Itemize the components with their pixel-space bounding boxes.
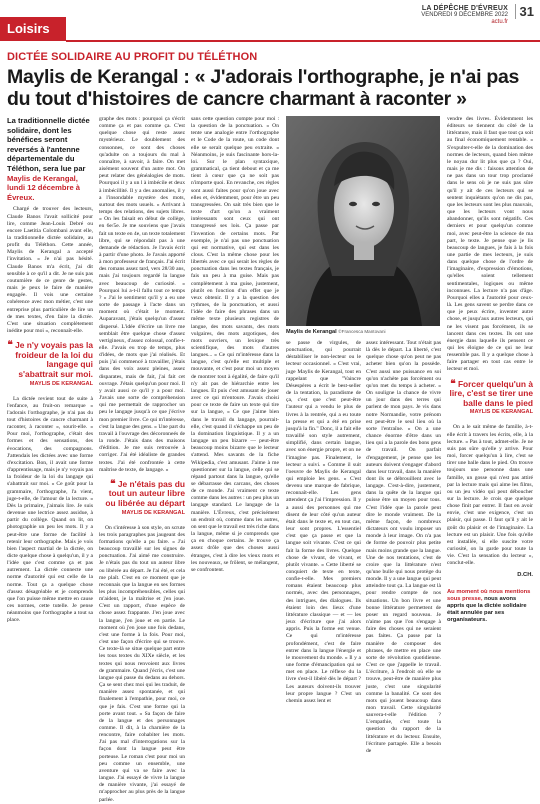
page-number: 31 xyxy=(515,4,534,19)
publication-header xyxy=(421,5,508,26)
pull-quote-text: Forcer quelqu'un à lire, c'est se tirer une balle dans le pied xyxy=(449,378,533,408)
article-lead xyxy=(7,116,93,202)
paragraph: graphe des mots : pourquoi ça s'écrit comme ça et pas comme ça. C'est quelque chose qui reste assez mystérieux. Le doublement des consonnes, ce sont des choses qu'adulte on a toujours du mal à connaître, à savoir, à faire. On met aisément souvent d'un autre mot. On peut relater des généalogies de mots. Pourquoi il y a un l à imbécile et deux à imbécillité. Il y a des anomalies, il y a l'insondable mystère des mots, surtout des mots usuels. » Arrivant à temps des relations, des sujets libres. « On les faisait en début de collège, en 6e/5e. Je me souviens que j'avais fait un texte en 4e, un texte totalement libre, qui se répondait pas à une demande de rédaction. Je l'avais écrit à partir d'une photo. Je l'avais apporté à mon professeur de français. J'ai écrit des romans assez tard, vers 28/30 ans, mais j'ai toujours regardé la langue avec beaucoup de curiosité. » Pourquoi lui a-t-il fallu tout ce temps ? « J'ai le sentiment qu'il y a eu une sorte de passage à l'acte dans un moment où c'était le moment. Auparavant, j'étais quelqu'un d'assez dispersé. L'idée d'écrire un livre me semblait être quelque chose d'assez vertigineux, d'assez colossal, confie-t-elle. J'avais eu trop de temps, plus d'idées, de mots que j'ai réalisés. Et puis j'ai commencé à travailler, j'étais dans des voix assez pleines, assez disparates, mais de fait, j'ai fait cet ouvrage. J'étais quelqu'un pour moi. Il y avait aussi ce qu'il y a pour moi. J'avais une sorte de compréhension qui me permettait de rapprocher un peu le langage jusqu'à ce que j'écrive mon premier livre. Ce qui m'intéresse, c'est la langue des gens. » Une part du travail à l'ouvrage des décoronneés de la ronde. J'étais dans des maisons d'édition. Je me suis retrouvée à corriger. J'ai été idéaliste de grandes textes. J'ai été confrontée à cette maîtrise de texte, de langage. » xyxy=(99,116,185,473)
paragraph: se passe de virgules, de ponctuation, qui pourrait déstabiliser le non-lecteur ou le lecteur occasionnel. « C'est vrai, juge Maylis de Kerangal, tout en rappelant que "Vaincre Désespères a écrit le best-seller de la tentation, la paradisme de ça, c'est que c'est peut-être l'auteur qui a vendu le plus de livres à la rentrée, qui a eu toute la presse et qui a été en prise jusqu'à la fin." Donc, il a fait elle travaillé son style autrement, simplifié, dans certain langue, avec son énergie propre, et on ne l'imagine pas. Finalement, le lecteur a suivi. » Comme il suit l'oeuvre de Maylis de Kerangal qui emploie les gens. « C'est devenu une marque de fabrique, reconnaît-elle. Les gens attendent ça j'ai l'impression. Il y a aussi des personnes qui me disent de leur côté qu'un auteur était dans le texte et, en tout cas, leur sont propres. L'essentiel c'est que ça passe et que la langue soit vivante. C'est ce qui fait la forme des livres. Quelque chose de vivant, de vivant, et plutôt vivante. « Cette liberté se conquiert de texte en texte, confie-t-elle. Mes premiers romans étaient beaucoup plus normés, avec des personnages, des intrigues, des dialogues. Ils étaient loin des lieux d'une littérature classique — et — les jeux d'écriture que j'ai alors appris. Puis la forme est venue. Ce qui m'intéresse profondément, c'est de faire entrer dans la langue l'énergie et le mouvement du monde. » Il y a une forme d'émancipation qui se met en place. Le réflexe du la livre s'est-il libéré dès le départ ? Les auteurs doivent-ils trouver leur propre langue ? C'est un chemin assez lent et xyxy=(286,340,361,704)
quote-mark-icon: ❝ xyxy=(450,378,456,390)
author-signature: D.CH. xyxy=(517,571,533,578)
footnote xyxy=(447,589,533,624)
pull-quote xyxy=(447,380,533,417)
portrait-image xyxy=(286,116,440,326)
publication-date: VENDREDI 9 DÉCEMBRE 2022 xyxy=(421,12,508,18)
lead-highlight: Maylis de Kerangal, lundi 12 décembre à Évreux. xyxy=(7,173,81,202)
lead-text: La traditionnelle dictée solidaire, dont les bénéfices seront reversés à l'antenne départementale du Téléthon, sera lue par xyxy=(7,116,90,173)
column-1 xyxy=(7,116,93,716)
section-rubric: Loisirs xyxy=(0,17,66,41)
footnote-highlight: Au moment où nous mentions sous presse, xyxy=(447,588,531,602)
paragraph: On s'intéresse à son style, on scrute les trois paragraphes pas jaugeant des formations qu'elle a pu faire. « J'ai beaucoup travaillé sur les signes de ponctuation. J'ai aimé me construire. Je n'étais pas du tout un auteur libre ou libérée au départ. Je l'ai été, et cela me plaît. C'est en ce moment que je reconnais que la langue en ses formes les plus incompréhensibles, celles qui m'aident, je la maîtrise et j'en joue. C'est un rapport, d'une espèce de chose assez frappante. J'en joue avec la langue, j'en joue et en partie. Le moment où j'en joue une fois dedans, c'est une forme à la fois. Pour moi, c'est une façon d'écrire qui se trouve. Ce texte-là se situe quelque part entre les tous textes du XIXe siècle, et les textes qui nous renvoient aux livres de grammaire. Quand j'écris, c'est une langue qui passe du dedans au dehors. Ça se sent chez moi qui les traduit, de manière assez spontanée, et qui finalement à l'empathie, pour moi, ce que je fais. C'est une forme qui la porte avant tout. » Sa façon de faire de la langue et des personnages comme. Il dit, à la charnière de la rencontre, faire cohabiter les mots. J'ai pas mal d'interrogations sur la façon dont la langue peut être porteuse. Le roman c'est pour moi un peu comme un ensemble, une aventure qui va se faire avec la langue. J'ai essayé de vivre la langue de manière vivante, j'ai essayé de m'approcher au plus près de la langue parlée. xyxy=(99,524,185,803)
column-3 xyxy=(191,116,279,716)
article-kicker: DICTÉE SOLIDAIRE AU PROFIT DU TÉLÉTHON xyxy=(7,51,258,63)
paragraph: sans cette question compte pour moi : la question de la ponctuation. » On tente une analogie entre l'orthographe et le Code de la route, un code dont elle se serait quelque peu extraite. « Néanmoins, je suis fascinante hors-la-loi. Sur le plan syntaxique, grammatical, ça tient debout et ça me tient à cœur que ça ne soit pas n'importe quoi. En revanche, ces règles sont aussi faites pour qu'on joue avec elles et, évidemment, pour être un peu transgressées. On sait très bien que le texte d'art qu'on a vraiment intéressants sont ceux qui ont transgressé ses lois. Ça passe par l'invention de certains mots. Par exemple, je n'ai pas une ponctuation qui est normative, qui est dans les clous. C'est la même chose pour les libertés avec ce qui serait les règles de ponctuation dans les textes français, je fais un peu à ma guise. Mais pas complètement à ma guise, justement, plutôt en fonction d'un effet que je veux obtenir. Il y a la question des rythmes, de la ponctuation, et aussi l'idée de faire des phrases dans un même texte plusieurs registres de langue, des mots savants, des mots vulgaires, des mots argotiques, des mots ouvriers, un lexique très scientifique, des mots d'autres langues... « Ce qui m'intéresse dans la langue, c'est qu'elle est multiple et mouvante, et c'est pour moi un moyen de montrer tout à égalité, de faire qu'il n'y ait pas de hiérarchie entre les langues. Et puis c'est amusant de jouer avec ce qui m'entoure. J'avais choisi pour ce texte de faire un texte qui tire sur la langue, « Ce que j'aime bien dans le travail du langage, pourrait-elle, c'est quand il s'échappe un peu de la domination linguistique. Il y a un langage un peu bizarre — peut-être beaucoup moins bizarre que le lecteur s'attend. Mes savants de la fiche Wikipedia, c'est amusant. J'aime à me questionner sur la langue, celle qui se répand partout dans la langue, qu'elle se débarrasse des carcans, des choses de ce monde. J'ai vraiment ce texte comme dans les autres : un peu plus un langage standard. Le langage de la manière. L'Évreux, c'est précisément un endroit où, comme dans les autres, on sent que le travail est très riche dans la langue, même si je comprends que ça en choque certains. Je trouve ça assez drôle que des choses aussi étranges, c'est à dire les vieux mots et les nouveaux, se frôlent, se mélangent, se confrontent. xyxy=(191,116,279,573)
caption-name: Maylis de Kerangal xyxy=(286,329,337,335)
paragraph: Chargé de trouver des lecteurs, Claude Banos l'avait sollicité pour lire, comme Jean-Louis Debré ou encore Laetitia Colombani avant elle, la traditionnelle dictée solidaire, au profit du Téléthon. Cette année, Maylis de Kerangal a accepté l'invitation. « Je n'ai pas hésité. Claude Banos m'a écrit, j'ai dit sensible à ce qu'il a dit. Je ne suis pas coutumière de ce genre de gestes, mais je peux le faire de manière engagée. Il vois une certaine cohérence avec mon métier, c'est une entreprise plus particulière de lire un de mes textes, d'en faire la dictée. C'est une situation complètement inédite pour moi », reconnaît-elle. xyxy=(7,206,93,334)
author-photo xyxy=(286,116,440,326)
pull-quote xyxy=(7,341,93,387)
paragraph: assez intéressant. Tout n'était pas là dès le départ. La liberté, c'est quelque chose qu'on peut ne pas acheter bien qu'on la possède. C'est aussi une puissance en soi qu'on n'achète pas forcément ou qu'on met du temps à acheter. » On souligne la chance de vivre un jour dans des terres qui parlent de mon pays. Je vis dans notre Normandie, votre prénom est peut-être le seul lieu où la sorte l'entraîne. « On a une chance énorme d'être dans un lieu qui a la parole des bons gens de travail. On parfait d'engagement, je pense que les auteurs doivent s'engager d'abord dans leur travail, dans la manière dont ils se débrouillent avec le langage. C'est-à-dire, justement, dans la quête de la langue qui puisse être un moyen pour tous. C'est l'idée que la parole peut dire le monde vraiment. De la même façon, de nombreux dictateurs ont voulu imposer un monde à leur image. On n'a pas de forme de pouvoir plus petite mais moins grande que la langue. Une de nos tentations, c'est de croire que la littérature n'est qu'une bulle qui nous protège du monde. Il y a une langue qui peut atteindre tout ça. La langue est là pour rendre compte de nos situations. Un bon livre et une bonne littérature permettent de poser un regard nouveau. Je n'aime pas que l'on s'engage à faire des choses qui ne seraient pas faites. Ça passe par la manière de composer des phrases, de mettre en place une sorte de révolution quotidienne. C'est ce que j'appelle le travail. L'écriture, à l'endroit où elle se trouve, peut-être de manière plus juste, c'est une singularité comme la banalité. Ce sont des mots qui jouent beaucoup dans mon travail. Cette singularité sauvera-t-elle l'édition ? L'empathie, c'est toute la question du rapport de la littérature et du lecteur. Ensuite, l'écriture partagée. Elle a besoin de xyxy=(366,340,441,754)
publication-name: LA DÉPÊCHE D'ÉVREUX xyxy=(421,5,508,12)
column-2 xyxy=(99,116,185,803)
quote-mark-icon: ❝ xyxy=(110,478,116,490)
article-headline: Maylis de Kerangal : « J'adorais l'orthographe, je n'ai pas du tout d'histoires de cancre charmant à raconter » xyxy=(7,66,520,110)
pull-quote-text: Je n'y voyais pas la froideur de la loi du langage qui s'abattrait sur moi. xyxy=(15,340,93,379)
column-6 xyxy=(447,116,533,716)
pull-quote xyxy=(99,480,185,517)
column-5 xyxy=(366,340,441,754)
footnote-text: nous avons appris que la dictée solidaire était annulée par ses organisateurs. xyxy=(447,595,527,623)
quote-mark-icon: ❝ xyxy=(7,340,13,352)
section-divider xyxy=(66,40,540,42)
paragraph: On a le sait même de famille, à-t-elle écrit à travers les écrits, elle, à la lecture. « Pas à tout, admet-elle. Je ne suis pas sûre qu'elle y arrive. Pour moi, forcer quelqu'un à lire, c'est se tirer une balle dans le pied. On trouve toujours une personne dans une famille, un gosse qui n'est pas attiré par la lecture mais qui aime les films, ou un jeu vidéo qui peut déboucher sur la lecture. Je crois que quelque chose finit par entrer. Il faut en avoir envie, c'est une exigence, c'est un plaisir, qui passe. Il faut qu'il y ait le goût du plaisir et de l'imaginaire. La lecture est un plaisir. Une fois qu'elle est installée, si elle suscite votre curiosité, on la garde pour toute la vie. C'est la sensation du lecteur », conclut-elle. xyxy=(447,424,533,567)
pull-quote-text: Je n'étais pas du tout un auteur libre ou libérée au départ xyxy=(105,478,185,508)
paragraph: vendre des livres. Évidemment les éditeurs se tiennent du côté de la littérature, mais il faut que tout ça soit au final économiquement rentable. « S'expulter-t-elle de la domination des normes de lecteurs, quand bien même le noyau dur lit plus que ça ? Oui, mais je me dis : faisons attention de ne pas dans un tour trop proclamé dans le sens où je ne suis pas sûre qu'il y ait de ces lecteurs qui se sentent inquiétants qu'on ne dis pas, que les lecteurs sont les plus mauvais, que les lecteurs vont nous abandonner, qu'ils sont négatifs. Ces derniers et pour quelqu'un comme moi, avec peut-être la science de ma part, le texte. Je pense que je lis beaucoup de langues, je fais à la fois une partie de mes lecteurs, je suis dans quelque chose de l'ordre de l'imaginaire, d'expression d'émotions, qu'elles soient tellement sentimentales, logiques ou même inconnues. La lecture n'a pas d'âge. Pourquoi elles a l'autorité pour ceux-là. Les gens savent se perdre dans ce que je peux écrire, inventer autre chose, et jusqu'aux autres lecteurs, qui ne les visent pas forcément, ils se lancent dans ces textes. Ils ont une énergie dans laquelle ils pensent ce qui les éloigne de ce qui ne leur ressemble pas. Il y a quelque chose à faire partager en tout cas entre le lecteur et moi. xyxy=(447,116,533,373)
photo-caption xyxy=(286,329,386,335)
paragraph: La dictée revient tout de suite à l'enfance, au fruit-on remarque « l'adorais l'orthographe, je n'ai pas du tout d'histoires de cancre charmant à raconter, à raconter », sourit-elle. « Pour moi, l'orthographe, c'était des formes et des sensations, des évocations, des compagnons. J'attendais les dictées avec une forme d'excitation. Bon, il avait une forme d'apprentissage, mais je n'y voyais pas la froideur de la loi du langage qui s'abattrait sur moi. » Ce goût pour la grammaire, l'orthographe, l'a vient, juge-t-elle, de l'amour de la lecture. « Dès la primaire, j'aimais lire. Je suis devenue une lectrice assez assidue, à partir du collège. Quand on lit, on photographie un peu les mots. Il y a peut-être une forme de facilité à retenir leur orthographe. Mais je vois bien l'aspect martial de la dictée, on dicte quelque chose à quelqu'un, il y a l'idée que c'est comme ça et pas autrement. La dictée connecte une norme d'autorité qui est celle de la norme. Tout ça a quelque chose d'assez désagréable et je comprends que l'on puisse même mettre en cause ces normes, cette tutelle. Je pense néanmoins que l'orthographe a tout sa place. xyxy=(7,395,93,624)
pull-quote-signature: MAYLIS DE KERANGAL xyxy=(121,509,185,516)
caption-credit: ©Francesca Mantovani xyxy=(338,329,386,334)
pull-quote-signature: MAYLIS DE KERANGAL xyxy=(29,380,93,387)
column-4 xyxy=(286,340,361,716)
publication-website[interactable]: actu.fr xyxy=(491,19,508,25)
pull-quote-signature: MAYLIS DE KERANGAL xyxy=(469,409,533,416)
